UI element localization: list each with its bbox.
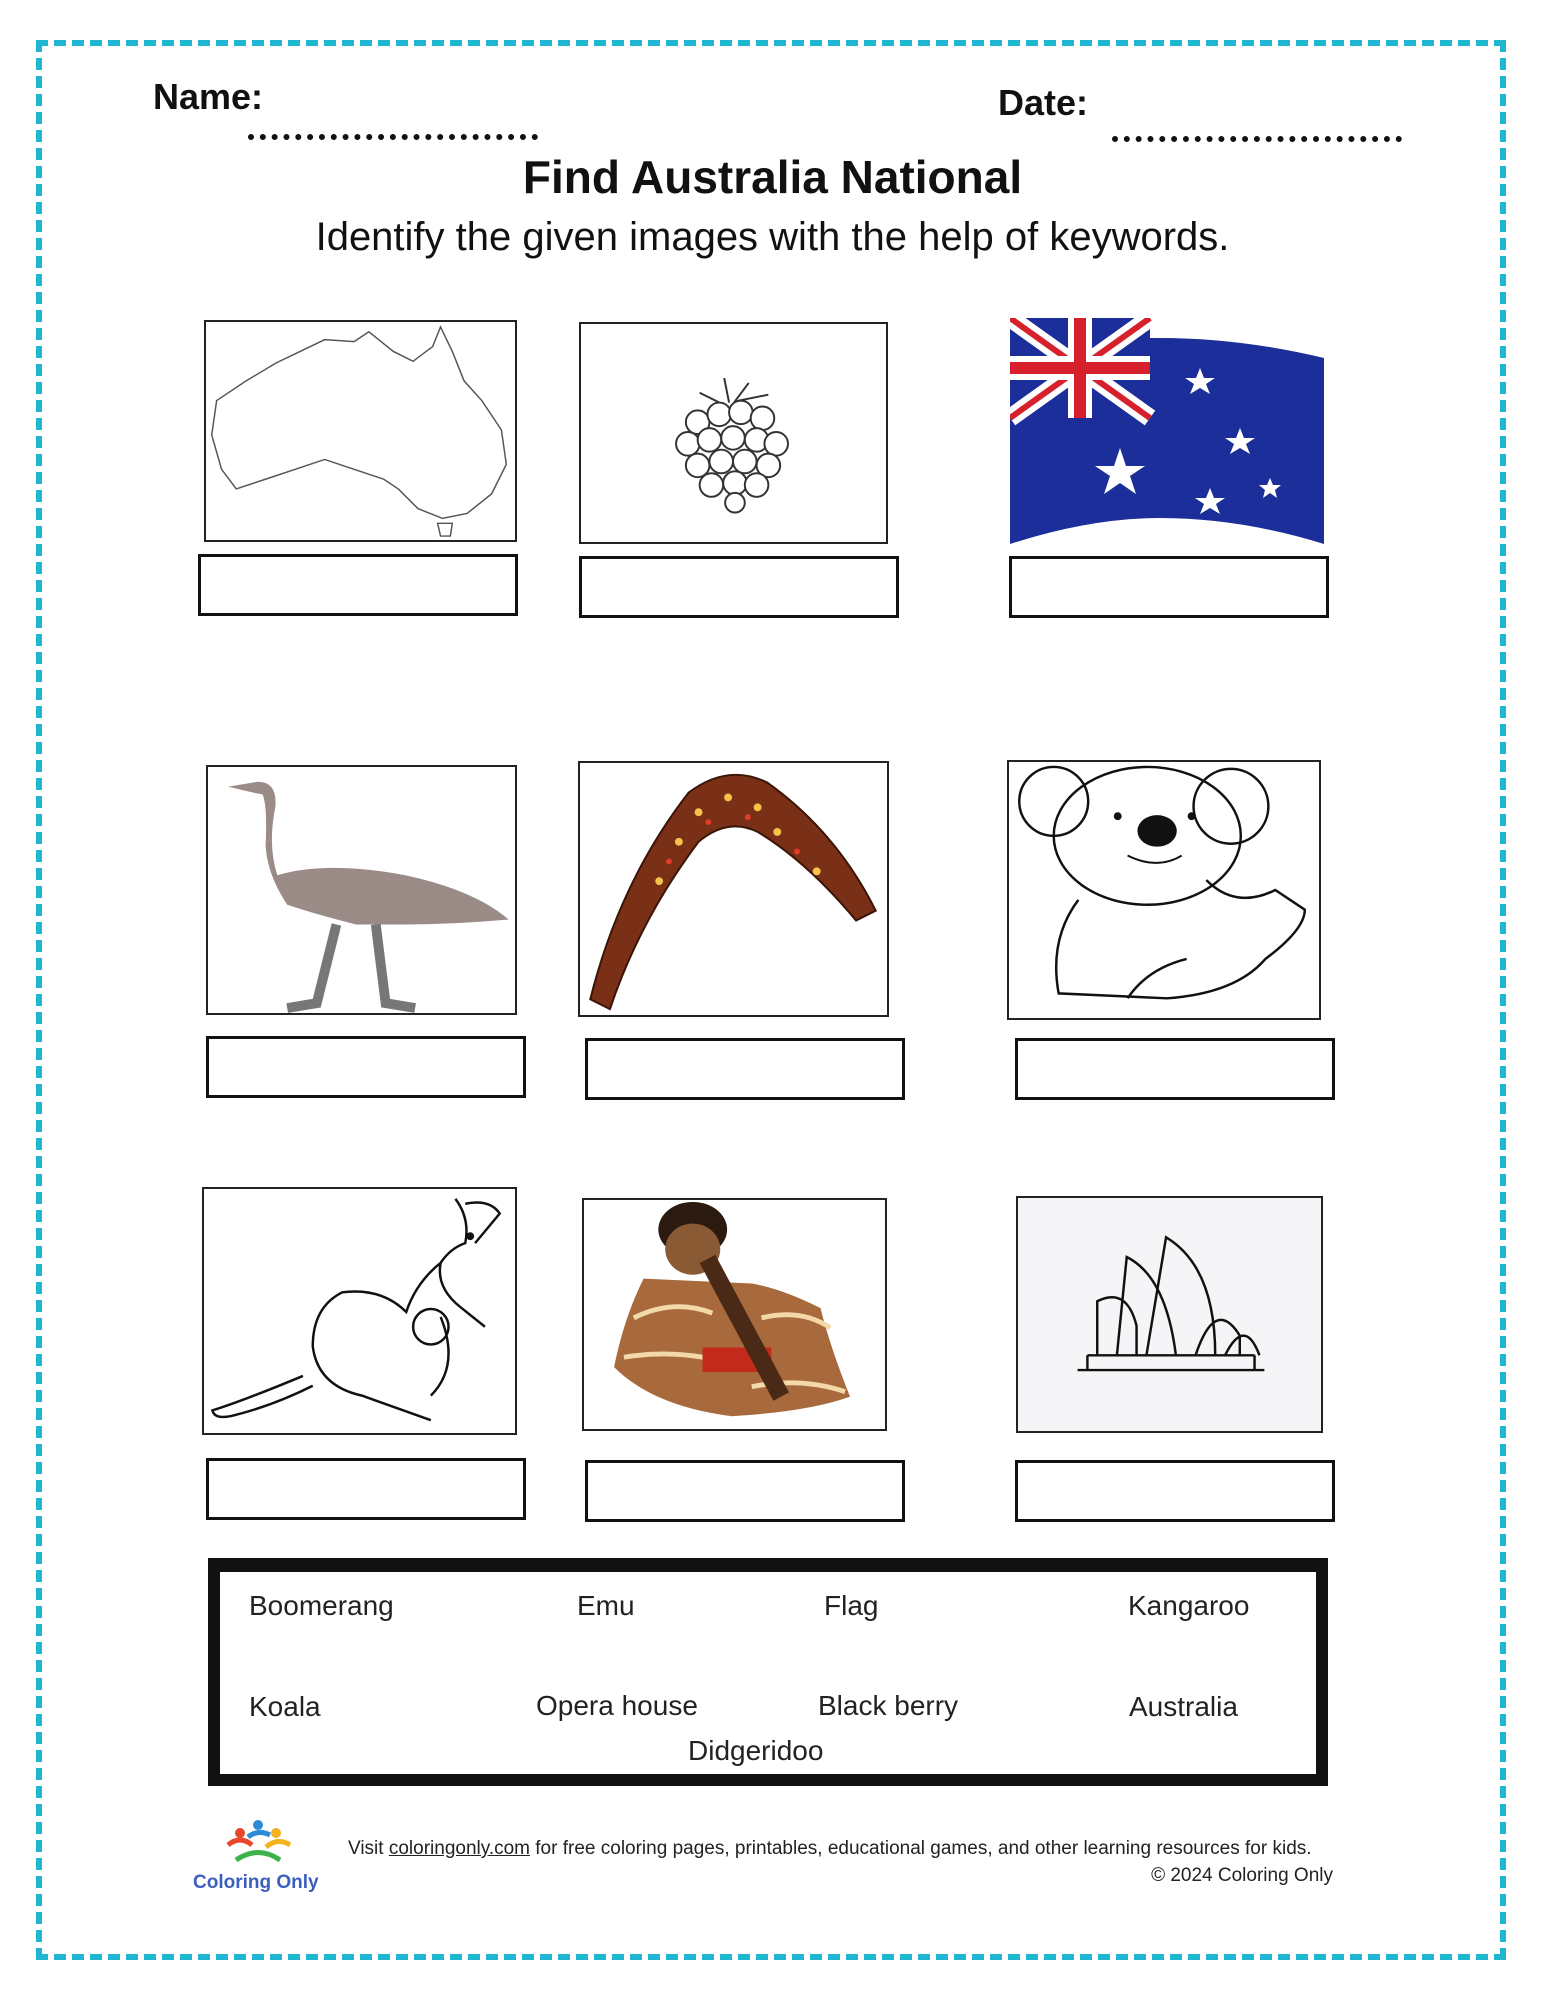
keyword-australia: Australia [1129,1691,1238,1722]
keyword-didgeridoo: Didgeridoo [688,1735,824,1766]
name-line[interactable] [248,134,538,140]
answer-box-8[interactable] [585,1460,905,1522]
keyword-boomerang: Boomerang [249,1590,394,1621]
answer-box-1[interactable] [198,554,518,616]
answer-box-5[interactable] [585,1038,905,1100]
answer-box-9[interactable] [1015,1460,1335,1522]
page-subtitle: Identify the given images with the help of keywords. [315,215,1230,259]
emu-icon [206,765,517,1015]
date-line[interactable] [1112,136,1402,142]
keyword-opera-house: Opera house [536,1690,698,1721]
answer-box-4[interactable] [206,1036,526,1098]
footer-visit-line [348,1838,1312,1860]
koala-icon [1007,760,1321,1020]
logo-text: Coloring Only [193,1872,319,1893]
keyword-flag: Flag [824,1590,879,1621]
date-label: Date: [998,82,1089,123]
blackberry-icon [579,322,888,544]
kangaroo-icon [202,1187,517,1435]
didgeridoo-player-icon [582,1198,887,1431]
keyword-black-berry: Black berry [818,1690,959,1721]
name-label: Name: [153,76,264,117]
footer-site-link[interactable]: coloringonly.com [388,1838,530,1859]
answer-box-2[interactable] [579,556,899,618]
answer-box-7[interactable] [206,1458,526,1520]
keyword-emu: Emu [577,1590,635,1621]
boomerang-icon [578,761,889,1017]
footer-visit-suffix: for free coloring pages, printables, educational games, and other learning resources for kids. [530,1838,1312,1859]
opera-house-icon [1016,1196,1323,1433]
keyword-kangaroo: Kangaroo [1128,1590,1250,1621]
footer-visit-prefix: Visit [348,1838,389,1859]
keyword-koala: Koala [249,1691,321,1722]
footer-copyright: © 2024 Coloring Only [1151,1865,1333,1886]
australian-flag-icon [1010,318,1324,544]
page-title: Find Australia National [522,151,1023,203]
australia-map-icon [204,320,517,542]
answer-box-6[interactable] [1015,1038,1335,1100]
answer-box-3[interactable] [1009,556,1329,618]
coloring-only-logo-icon [218,1815,298,1870]
